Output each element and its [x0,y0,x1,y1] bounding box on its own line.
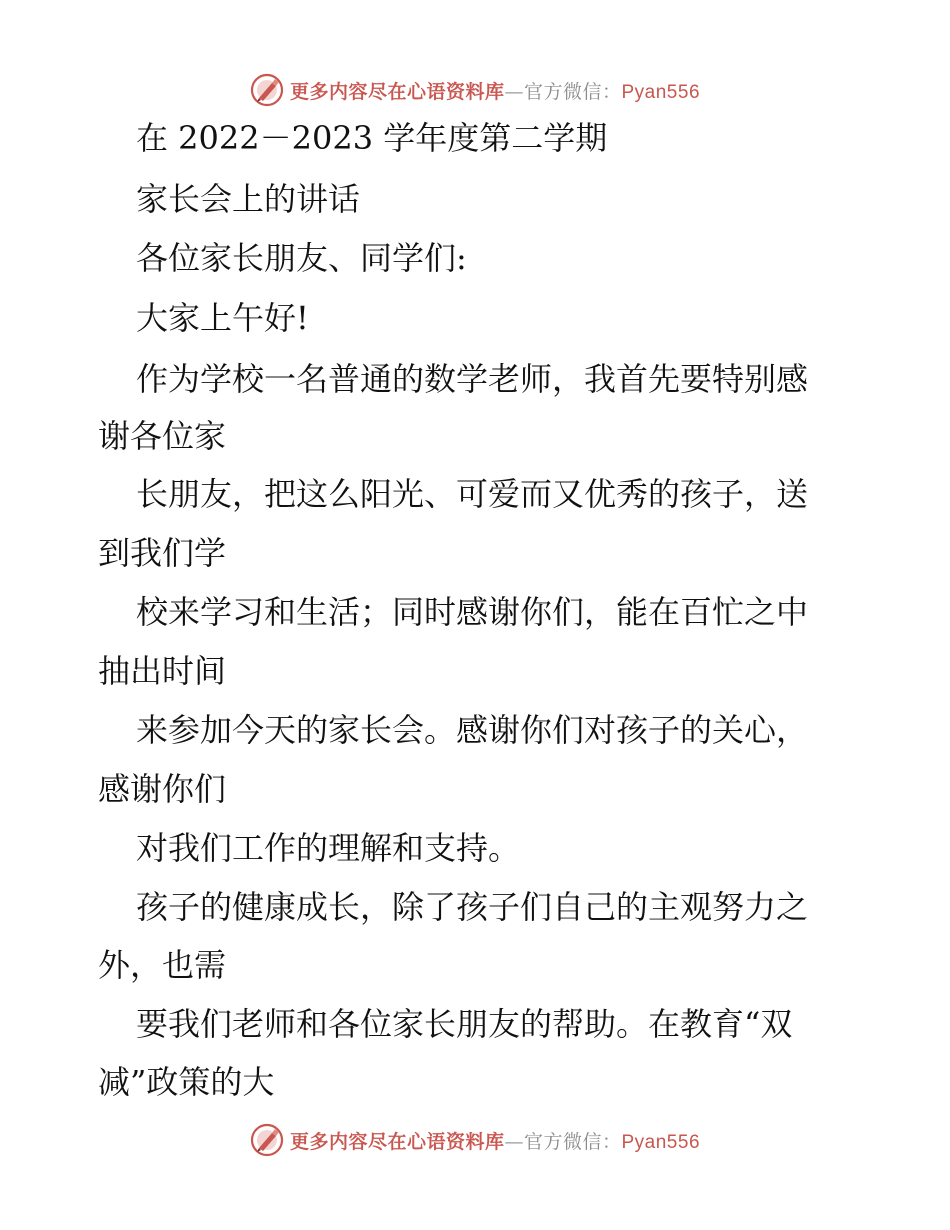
dash-separator: — [504,80,524,103]
text-line: 抽出时间 [98,652,227,690]
watermark-text [290,77,700,104]
text-line: 孩子的健康成长，除了孩子们自己的主观努力之 [136,888,809,926]
pen-logo-icon [250,1123,284,1157]
text-line: 家长会上的讲话 [136,180,361,218]
watermark-text [290,1127,700,1154]
wechat-id: Pyan556 [621,81,701,103]
footer-watermark-banner [0,1120,950,1160]
text-line: 在 2022－2023 学年度第二学期 [136,119,608,157]
text-line: 到我们学 [98,534,227,572]
wechat-label: 官方微信： [523,1130,622,1153]
text-line: 长朋友，把这么阳光、可爱而又优秀的孩子，送 [136,475,809,513]
text-line: 减”政策的大 [98,1063,275,1101]
wechat-label: 官方微信： [523,80,622,103]
text-line: 各位家长朋友、同学们: [136,239,467,277]
text-line: 校来学习和生活；同时感谢你们，能在百忙之中 [136,593,809,631]
header-watermark-banner [0,70,950,110]
text-line: 作为学校一名普通的数学老师，我首先要特别感 [136,360,809,398]
pen-logo-icon [250,73,284,107]
text-line: 感谢你们 [98,770,227,808]
text-line: 谢各位家 [98,417,227,455]
dash-separator: — [504,1130,524,1153]
text-line: 对我们工作的理解和支持。 [136,829,521,867]
brand-text: 更多内容尽在心语资料库 [289,80,505,103]
text-line: 大家上午好! [136,299,309,337]
text-line: 来参加今天的家长会。感谢你们对孩子的关心， [136,711,809,749]
text-line: 要我们老师和各位家长朋友的帮助。在教育“双 [136,1005,793,1043]
wechat-id: Pyan556 [621,1131,701,1153]
brand-text: 更多内容尽在心语资料库 [289,1130,505,1153]
text-line: 外，也需 [98,946,227,984]
